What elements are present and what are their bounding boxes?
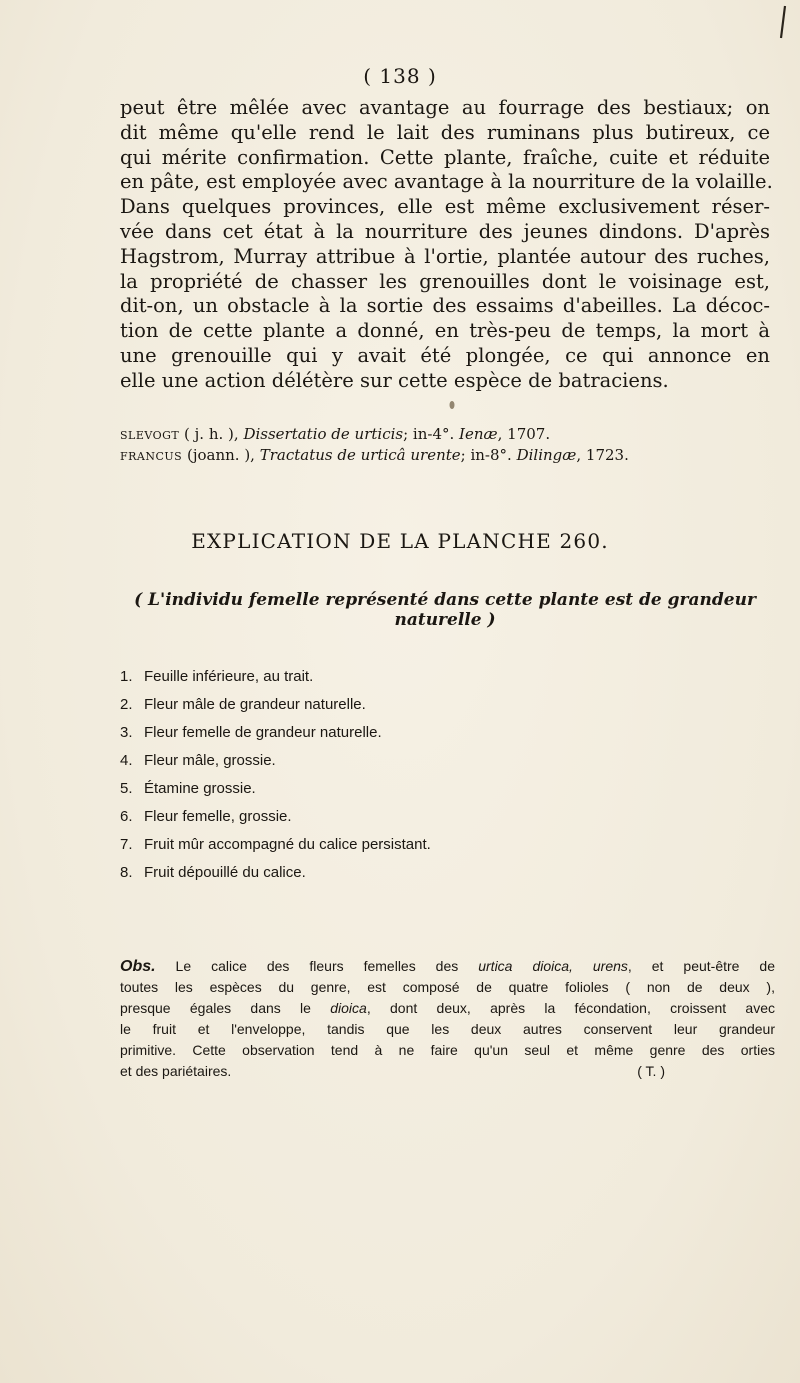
reference-place: Dilingæ: [516, 446, 577, 464]
body-line: une grenouille qui y avait été plongée, ce qui annonce en: [120, 343, 770, 367]
legend-number: 6.: [120, 808, 133, 825]
legend-text: Feuille inférieure, au trait.: [144, 668, 314, 685]
legend-text: Fleur femelle de grandeur naturelle.: [144, 724, 382, 741]
observation-text: Le calice des fleurs femelles des: [155, 958, 479, 974]
legend-number: 2.: [120, 696, 133, 713]
plate-legend: [120, 663, 770, 887]
legend-item: [120, 803, 770, 831]
observation-label: Obs.: [120, 958, 156, 975]
observation-text: , dont deux, après la fécondation, croissent avec: [366, 1000, 776, 1016]
body-paragraph: [120, 96, 773, 394]
reference-initials: ( j. h. ),: [179, 425, 244, 443]
reference-format: ; in-8°.: [460, 446, 517, 464]
reference-place: Ienæ: [459, 425, 498, 443]
observation-line: [120, 1061, 775, 1082]
legend-item: [120, 747, 770, 775]
observation-line: [120, 956, 775, 977]
reference-format: ; in-4°.: [403, 425, 460, 443]
legend-number: 1.: [120, 668, 133, 685]
body-line: qui mérite confirmation. Cette plante, fraîche, cuite et réduite: [120, 145, 770, 169]
body-line: tion de cette plante a donné, en très-peu de temps, la mort à: [120, 319, 770, 343]
legend-item: [120, 663, 770, 691]
legend-text: Fleur mâle, grossie.: [144, 752, 276, 769]
observation-text: , et peut-être de: [627, 958, 775, 974]
species-name: urtica dioica, urens: [478, 958, 628, 974]
body-line: elle une action délétère sur cette espèce de batraciens.: [120, 368, 669, 392]
reference-author: francus: [120, 446, 183, 464]
observation-text: presque égales dans le: [120, 1000, 331, 1016]
bibliography: [120, 424, 770, 466]
legend-number: 7.: [120, 836, 133, 853]
legend-item: [120, 719, 770, 747]
observation-line: primitive. Cette observation tend à ne faire qu'un seul et même genre des orties: [120, 1042, 775, 1058]
legend-item: [120, 831, 770, 859]
plate-title: EXPLICATION DE LA PLANCHE 260.: [191, 529, 609, 553]
legend-number: 5.: [120, 780, 133, 797]
legend-number: 4.: [120, 752, 133, 769]
reference-initials: (joann. ),: [182, 446, 260, 464]
reference-year: , 1707.: [497, 425, 551, 443]
body-line: en pâte, est employée avec avantage à la nourriture de la volaille.: [120, 170, 773, 194]
page-number: ( 138 ): [363, 64, 437, 88]
reference-entry: [120, 445, 770, 466]
body-line: Hagstrom, Murray attribue à l'ortie, plantée autour des ruches,: [120, 244, 770, 268]
species-name: dioica: [330, 1000, 367, 1016]
body-line: vée dans cet état à la nourriture des jeunes dindons. D'après: [120, 219, 770, 243]
legend-item: [120, 859, 770, 887]
reference-year: , 1723.: [576, 446, 629, 464]
reference-entry: [120, 424, 770, 445]
reference-title: Dissertatio de urticis: [243, 425, 404, 443]
legend-item: [120, 775, 770, 803]
author-signature: ( T. ): [637, 1063, 665, 1079]
reference-author: slevogt: [120, 425, 180, 443]
observation-text: et des pariétaires.: [120, 1063, 232, 1079]
observation-note: [120, 956, 775, 1082]
ink-spot-icon: [448, 398, 456, 412]
body-line: dit même qu'elle rend le lait des ruminans plus butireux, ce: [120, 120, 770, 144]
body-line: dit-on, un obstacle à la sortie des essaims d'abeilles. La décoc-: [120, 294, 770, 318]
legend-text: Fleur femelle, grossie.: [144, 808, 292, 825]
body-line: peut être mêlée avec avantage au fourrage des bestiaux; on: [120, 96, 770, 119]
legend-text: Fruit mûr accompagné du calice persistant.: [144, 836, 431, 853]
legend-number: 8.: [120, 864, 133, 881]
observation-line: [120, 998, 775, 1019]
edge-mark-icon: [776, 4, 790, 40]
legend-text: Étamine grossie.: [144, 780, 256, 797]
observation-line: le fruit et l'enveloppe, tandis que les deux autres conservent leur grandeur: [120, 1021, 775, 1037]
body-line: la propriété de chasser les grenouilles dont le voisinage est,: [120, 269, 770, 293]
body-line: Dans quelques provinces, elle est même exclusivement réser-: [120, 195, 770, 219]
legend-text: Fruit dépouillé du calice.: [144, 864, 306, 881]
legend-number: 3.: [120, 724, 133, 741]
legend-item: [120, 691, 770, 719]
legend-text: Fleur mâle de grandeur naturelle.: [144, 696, 366, 713]
observation-line: toutes les espèces du genre, est composé de quatre folioles ( non de deux ),: [120, 979, 775, 995]
reference-title: Tractatus de urticâ urente: [259, 446, 461, 464]
plate-subtitle: ( L'individu femelle représenté dans cette plante est de grandeur naturelle ): [134, 590, 756, 630]
